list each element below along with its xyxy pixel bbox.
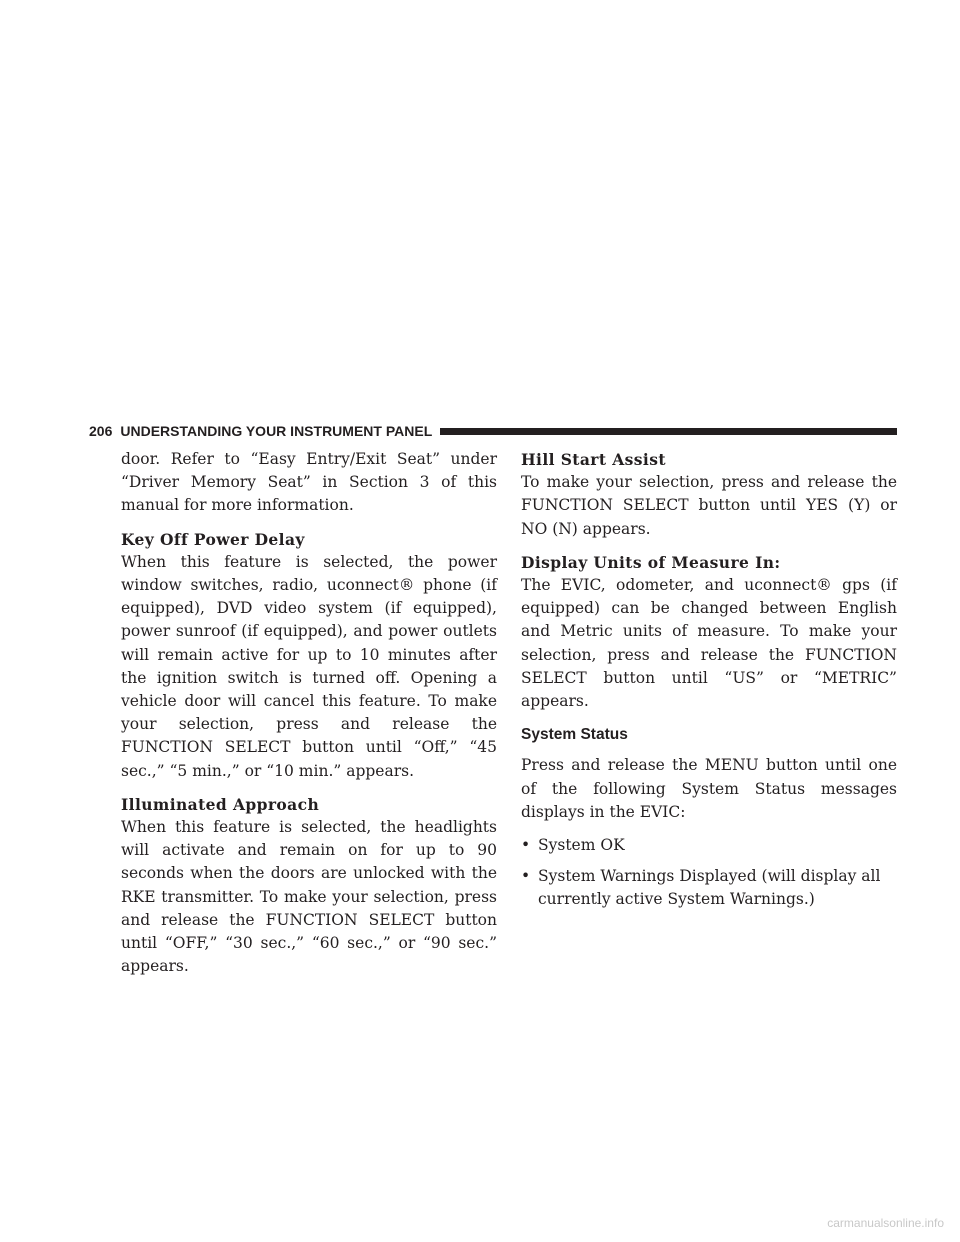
illuminated-approach-heading: Illuminated Approach [121,794,320,814]
system-status-paragraph: Press and release the MENU button until one of the following System Status messages displays in the EVIC: [521,756,897,821]
intro-paragraph: door. Refer to “Easy Entry/Exit Seat” under “Driver Memory Seat” in Section 3 of this manual for more information. [121,450,497,515]
system-status-list [521,834,897,912]
hill-start-paragraph: To make your selection, press and release the FUNCTION SELECT button until YES (Y) or NO (N) appears. [521,473,897,538]
key-off-paragraph: When this feature is selected, the power window switches, radio, uconnect® phone (if equipped), DVD video system (if equipped), power sunroof (if equipped), and power outlets will remain active for up to 10 minutes after the ignition switch is turned off. Opening a vehicle door will cancel this feature. To make your selection, press and release the FUNCTION SELECT button until “Off,” “45 sec.,” “5 min.,” or “10 min.” appears. [121,552,497,780]
hill-start-heading: Hill Start Assist [521,450,666,469]
bullet-icon: • [521,836,531,855]
left-column [121,448,497,988]
watermark: carmanualsonline.info [827,1216,944,1230]
display-units-heading: Display Units of Measure In: [521,552,781,572]
page-number: 206 [89,423,113,439]
section-title: UNDERSTANDING YOUR INSTRUMENT PANEL [120,423,433,439]
list-item-text: System OK [538,836,625,855]
list-item [521,834,897,857]
key-off-heading: Key Off Power Delay [121,529,305,549]
page-header [89,421,897,441]
right-column [521,448,897,920]
bullet-icon: • [521,867,531,886]
display-units-paragraph: The EVIC, odometer, and uconnect® gps (if equipped) can be changed between English and Metric units of measure. To make your selection, press and release the FUNCTION SELECT button until “US” or “METRIC” appears. [521,576,897,711]
header-rule [440,428,897,435]
list-item-text: System Warnings Displayed (will display all currently active System Warnings.) [538,867,881,909]
illuminated-approach-paragraph: When this feature is selected, the headlights will activate and remain on for up to 90 seconds when the doors are unlocked with the RKE transmitter. To make your selection, press and release the FUNCTION SELECT button until “OFF,” “30 sec.,” “60 sec.,” or “90 sec.” appears. [121,818,497,976]
system-status-heading: System Status [521,726,628,744]
list-item [521,865,897,911]
